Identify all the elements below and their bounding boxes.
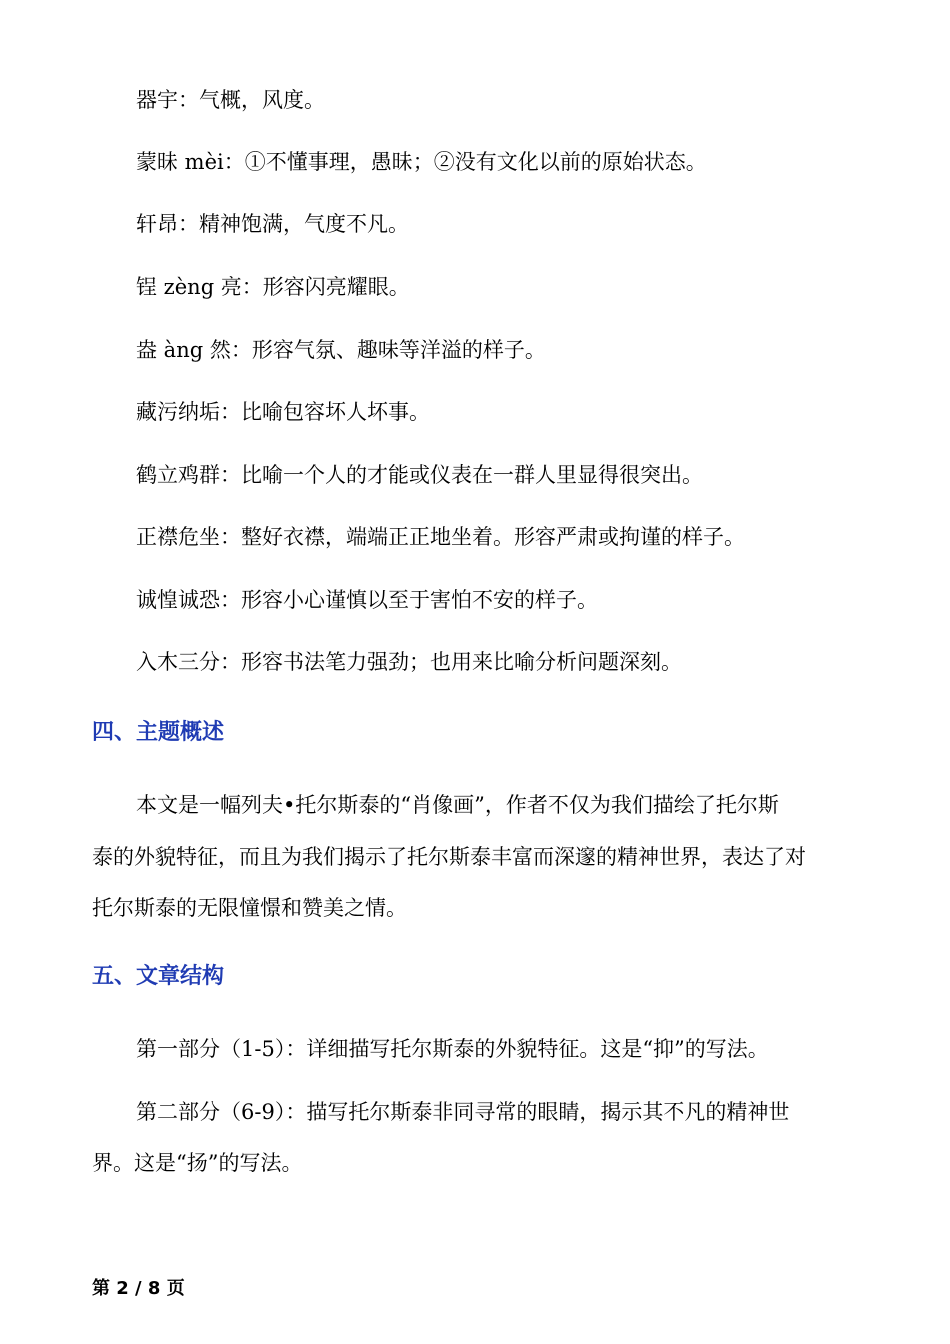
theme-paragraph-line-2: 泰的外貌特征，而且为我们揭示了托尔斯泰丰富而深邃的精神世界，表达了对: [92, 845, 806, 869]
theme-paragraph-line-3: 托尔斯泰的无限憧憬和赞美之情。: [92, 896, 407, 920]
section-heading-structure: 五、文章结构: [92, 964, 225, 989]
section-heading-theme: 四、主题概述: [92, 720, 225, 745]
vocab-item-zengliang: 锃 zèng 亮：形容闪亮耀眼。: [136, 275, 410, 299]
vocab-item-heli: 鹤立鸡群：比喻一个人的才能或仪表在一群人里显得很突出。: [136, 463, 703, 487]
vocab-item-zhengjin: 正襟危坐：整好衣襟，端端正正地坐着。形容严肃或拘谨的样子。: [136, 525, 745, 549]
vocab-item-rumu: 入木三分：形容书法笔力强劲；也用来比喻分析问题深刻。: [136, 650, 682, 674]
vocab-item-qiyu: 器宇：气概，风度。: [136, 88, 325, 112]
vocab-item-chenghuang: 诚惶诚恐：形容小心谨慎以至于害怕不安的样子。: [136, 588, 598, 612]
theme-paragraph-line-1: 本文是一幅列夫•托尔斯泰的“肖像画”，作者不仅为我们描绘了托尔斯: [136, 793, 779, 817]
vocab-item-xuanang: 轩昂：精神饱满，气度不凡。: [136, 212, 409, 236]
vocab-item-mengmei: 蒙昧 mèi：①不懂事理，愚昧；②没有文化以前的原始状态。: [136, 150, 707, 174]
structure-part-2-line-2: 界。这是“扬”的写法。: [92, 1151, 303, 1175]
structure-part-2-line-1: 第二部分（6-9）：描写托尔斯泰非同寻常的眼睛，揭示其不凡的精神世: [136, 1100, 790, 1124]
structure-part-1: 第一部分（1-5）：详细描写托尔斯泰的外貌特征。这是“抑”的写法。: [136, 1037, 769, 1061]
vocab-item-cangwu: 藏污纳垢：比喻包容坏人坏事。: [136, 400, 430, 424]
vocab-item-angran: 盎 àng 然：形容气氛、趣味等洋溢的样子。: [136, 338, 546, 362]
page-number: 第 2 / 8 页: [92, 1278, 185, 1299]
